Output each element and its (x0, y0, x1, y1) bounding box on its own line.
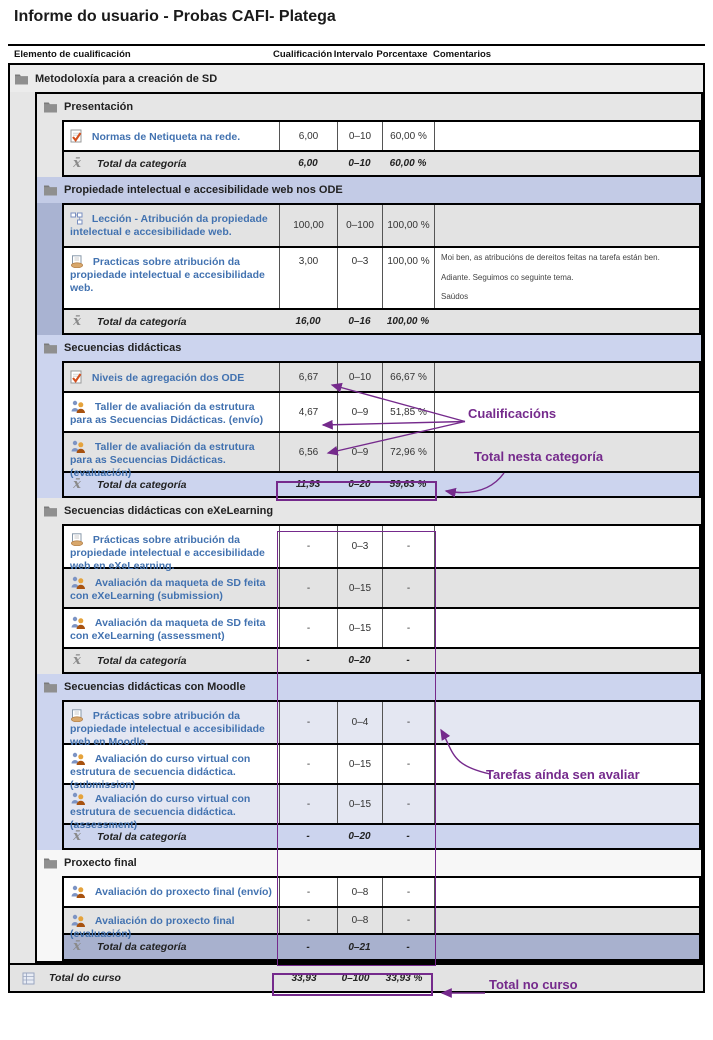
category-label: Metodoloxía para a creación de SD (35, 72, 218, 85)
course-total-row: Total do curso 33,93 0–100 33,93 % (10, 963, 703, 991)
category-indent (37, 524, 62, 674)
category-exelearning (37, 498, 701, 674)
activity-link[interactable]: Prácticas sobre atribución da propiedade intelectual e accesibilidade web en eXeLearning. (70, 534, 265, 572)
category-presentacion (37, 94, 701, 177)
category-indent (37, 876, 62, 961)
annotation-course-total-label: Total no curso (489, 977, 578, 992)
percentage-cell: 60,00 % (382, 122, 434, 150)
folder-icon (43, 342, 58, 354)
range-cell: 0–10 (337, 122, 382, 150)
col-range: Intervalo (333, 49, 374, 60)
activity-link[interactable]: Taller de avaliación da estrutura para as Secuencias Didácticas. (envío) (70, 401, 264, 426)
col-grade: Cualificación (273, 49, 333, 60)
category-header-metodoloxia (10, 65, 703, 92)
grader-user-report (8, 44, 705, 993)
page-title: Informe do usuario - Probas CAFI- Platega (14, 8, 336, 25)
category-label: Secuencias didácticas con eXeLearning (64, 505, 274, 517)
items-box-secuencias (62, 361, 701, 498)
item-row-niveis: Niveis de agregación dos ODE 6,67 0–10 66,67 % (64, 363, 699, 391)
total-row-moodle: x̄ Total da categoría - 0–20 - (64, 823, 699, 848)
workshop-icon (70, 616, 86, 629)
feedback-cell (434, 122, 699, 150)
workshop-icon (70, 400, 86, 413)
workshop-icon (70, 440, 86, 453)
grade-cell: 6,00 (279, 122, 337, 150)
item-row-maqueta-assessment: Avaliación da maqueta de SD feita con eXeLearning (assessment) - 0–15 - (64, 607, 699, 647)
category-proxecto (37, 850, 701, 961)
assignment-icon (70, 533, 84, 546)
workshop-icon (70, 792, 86, 805)
category-indent (37, 361, 62, 498)
total-row-proxecto: x̄ Total da categoría - 0–21 - (64, 933, 699, 959)
level1-indent (10, 92, 35, 963)
activity-link[interactable]: Avaliación do curso virtual con estrutura de secuencia didáctica. (submission) (70, 753, 251, 791)
item-row-secuencias-eval: Taller de avaliación da estrutura para as Secuencias Didácticas. (evaluación) 6,56 0–9 72,96 % (64, 431, 699, 471)
category-indent (37, 700, 62, 850)
folder-icon (14, 73, 29, 85)
folder-icon (43, 857, 58, 869)
items-box-presentacion (62, 120, 701, 177)
workshop-icon (70, 885, 86, 898)
mean-icon (70, 832, 84, 842)
item-row-normas (64, 122, 699, 150)
category-label: Secuencias didácticas con Moodle (64, 681, 246, 693)
category-header-secuencias (37, 335, 701, 361)
category-secuencias (37, 335, 701, 498)
workshop-icon (70, 576, 86, 589)
mean-icon (70, 942, 84, 952)
item-row-practicas-exe: Prácticas sobre atribución da propiedade intelectual e accesibilidade web en eXeLearning. - 0–3 - (64, 526, 699, 567)
items-box-proxecto (62, 876, 701, 961)
annotation-ungraded-label: Tarefas aínda sen avaliar (486, 767, 640, 782)
category-indent (37, 120, 62, 177)
items-box-propiedade (62, 203, 701, 335)
category-label: Presentación (64, 101, 134, 113)
category-header-presentacion (37, 94, 701, 120)
item-row-moodle-assessment: Avaliación do curso virtual con estrutura de secuencia didáctica. (assessment) - 0–15 - (64, 783, 699, 823)
total-row-exelearning: x̄ Total da categoría - 0–20 - (64, 647, 699, 672)
category-indent (37, 203, 62, 335)
category-header-moodle (37, 674, 701, 700)
col-percentage: Porcentaxe (376, 49, 428, 60)
item-row-proxecto-eval: Avaliación do proxecto final (evaluación) - 0–8 - (64, 906, 699, 933)
folder-icon (43, 505, 58, 517)
folder-icon (43, 101, 58, 113)
workshop-icon (70, 752, 86, 765)
activity-link[interactable]: Taller de avaliación da estrutura para as Secuencias Didácticas. (evaluación) (70, 441, 255, 479)
report-frame (8, 65, 705, 993)
activity-link[interactable]: Practicas sobre atribución da propiedade intelectual e accesibilidade web. (70, 256, 265, 294)
category-label: Proxecto final (64, 857, 137, 869)
item-row-secuencias-envio: Taller de avaliación da estrutura para as Secuencias Didácticas. (envío) 4,67 0–9 51,85 % (64, 391, 699, 431)
category-header-propiedade (37, 177, 701, 203)
activity-link[interactable]: Niveis de agregación dos ODE (91, 372, 245, 384)
category-label: Secuencias didácticas (64, 342, 182, 354)
workshop-icon (70, 914, 86, 927)
item-row-maqueta-submission: Avaliación da maqueta de SD feita con eXeLearning (submission) - 0–15 - (64, 567, 699, 607)
feedback-cell: Moi ben, as atribucións de dereitos feitas na tarefa están ben. Adiante. Seguimos co seguinte tema. Saúdos (434, 248, 699, 308)
category-header-proxecto (37, 850, 701, 876)
quiz-icon (70, 370, 83, 384)
annotation-grades-label: Cualificacións (468, 406, 557, 421)
mean-icon (70, 159, 84, 169)
activity-link[interactable]: Avaliación do proxecto final (evaluación) (70, 915, 235, 940)
category-propiedade (37, 177, 701, 335)
total-row-presentacion: x̄ Total da categoría 6,00 0–10 60,00 % (64, 150, 699, 175)
mean-icon (70, 656, 84, 666)
quiz-icon (70, 129, 83, 143)
category-label: Propiedade intelectual e accesibilidade web nos ODE (64, 184, 343, 196)
annotation-category-total-label: Total nesta categoría (474, 449, 604, 464)
folder-icon (43, 184, 58, 196)
category-header-exelearning (37, 498, 701, 524)
folder-icon (43, 681, 58, 693)
mean-icon (70, 480, 84, 490)
items-box-exelearning (62, 524, 701, 674)
col-element: Elemento de cualificación (14, 49, 131, 60)
category-moodle (37, 674, 701, 850)
lesson-icon (70, 212, 83, 225)
assignment-icon (70, 255, 84, 268)
item-row-moodle-practicas: Prácticas sobre atribución da propiedade intelectual e accesibilidade web en Moodle. - 0–4 - (64, 702, 699, 743)
col-feedback: Comentarios (433, 49, 492, 60)
total-row-propiedade: x̄ Total da categoría 16,00 0–16 100,00 % (64, 308, 699, 333)
activity-link[interactable]: Avaliación do proxecto final (envío) (94, 886, 272, 898)
mean-icon (70, 317, 84, 327)
course-total-icon (22, 972, 35, 985)
activity-link[interactable]: Avaliación do curso virtual con estrutura de secuencia didáctica. (assessment) (70, 793, 251, 831)
total-row-secuencias: x̄ Total da categoría 11,93 0–20 59,63 % (64, 471, 699, 496)
activity-link[interactable]: Lección - Atribución da propiedade intelectual e accesibilidade web. (70, 213, 268, 238)
item-row-practicas-ode: Practicas sobre atribución da propiedade intelectual e accesibilidade web. 3,00 0–3 100,00 % Moi ben, as atribucións de dereitos feitas na tarefa están ben. Adiante. Seguimos co seguinte tema. Saúdos (64, 246, 699, 308)
activity-link[interactable]: Normas de Netiqueta na rede. (91, 131, 241, 143)
table-header-row (8, 44, 705, 65)
activity-link[interactable]: Avaliación da maqueta de SD feita con eXeLearning (submission) (70, 577, 266, 602)
item-row-leccion: Lección - Atribución da propiedade intelectual e accesibilidade web. 100,00 0–100 100,00 % (64, 205, 699, 246)
item-row-proxecto-envio: Avaliación do proxecto final (envío) - 0–8 - (64, 878, 699, 906)
assignment-icon (70, 709, 84, 722)
activity-link[interactable]: Avaliación da maqueta de SD feita con eXeLearning (assessment) (70, 617, 266, 642)
item-row-moodle-submission: Avaliación do curso virtual con estrutura de secuencia didáctica. (submission) - 0–15 - (64, 743, 699, 783)
activity-link[interactable]: Prácticas sobre atribución da propiedade intelectual e accesibilidade web en Moodle. (70, 710, 265, 748)
